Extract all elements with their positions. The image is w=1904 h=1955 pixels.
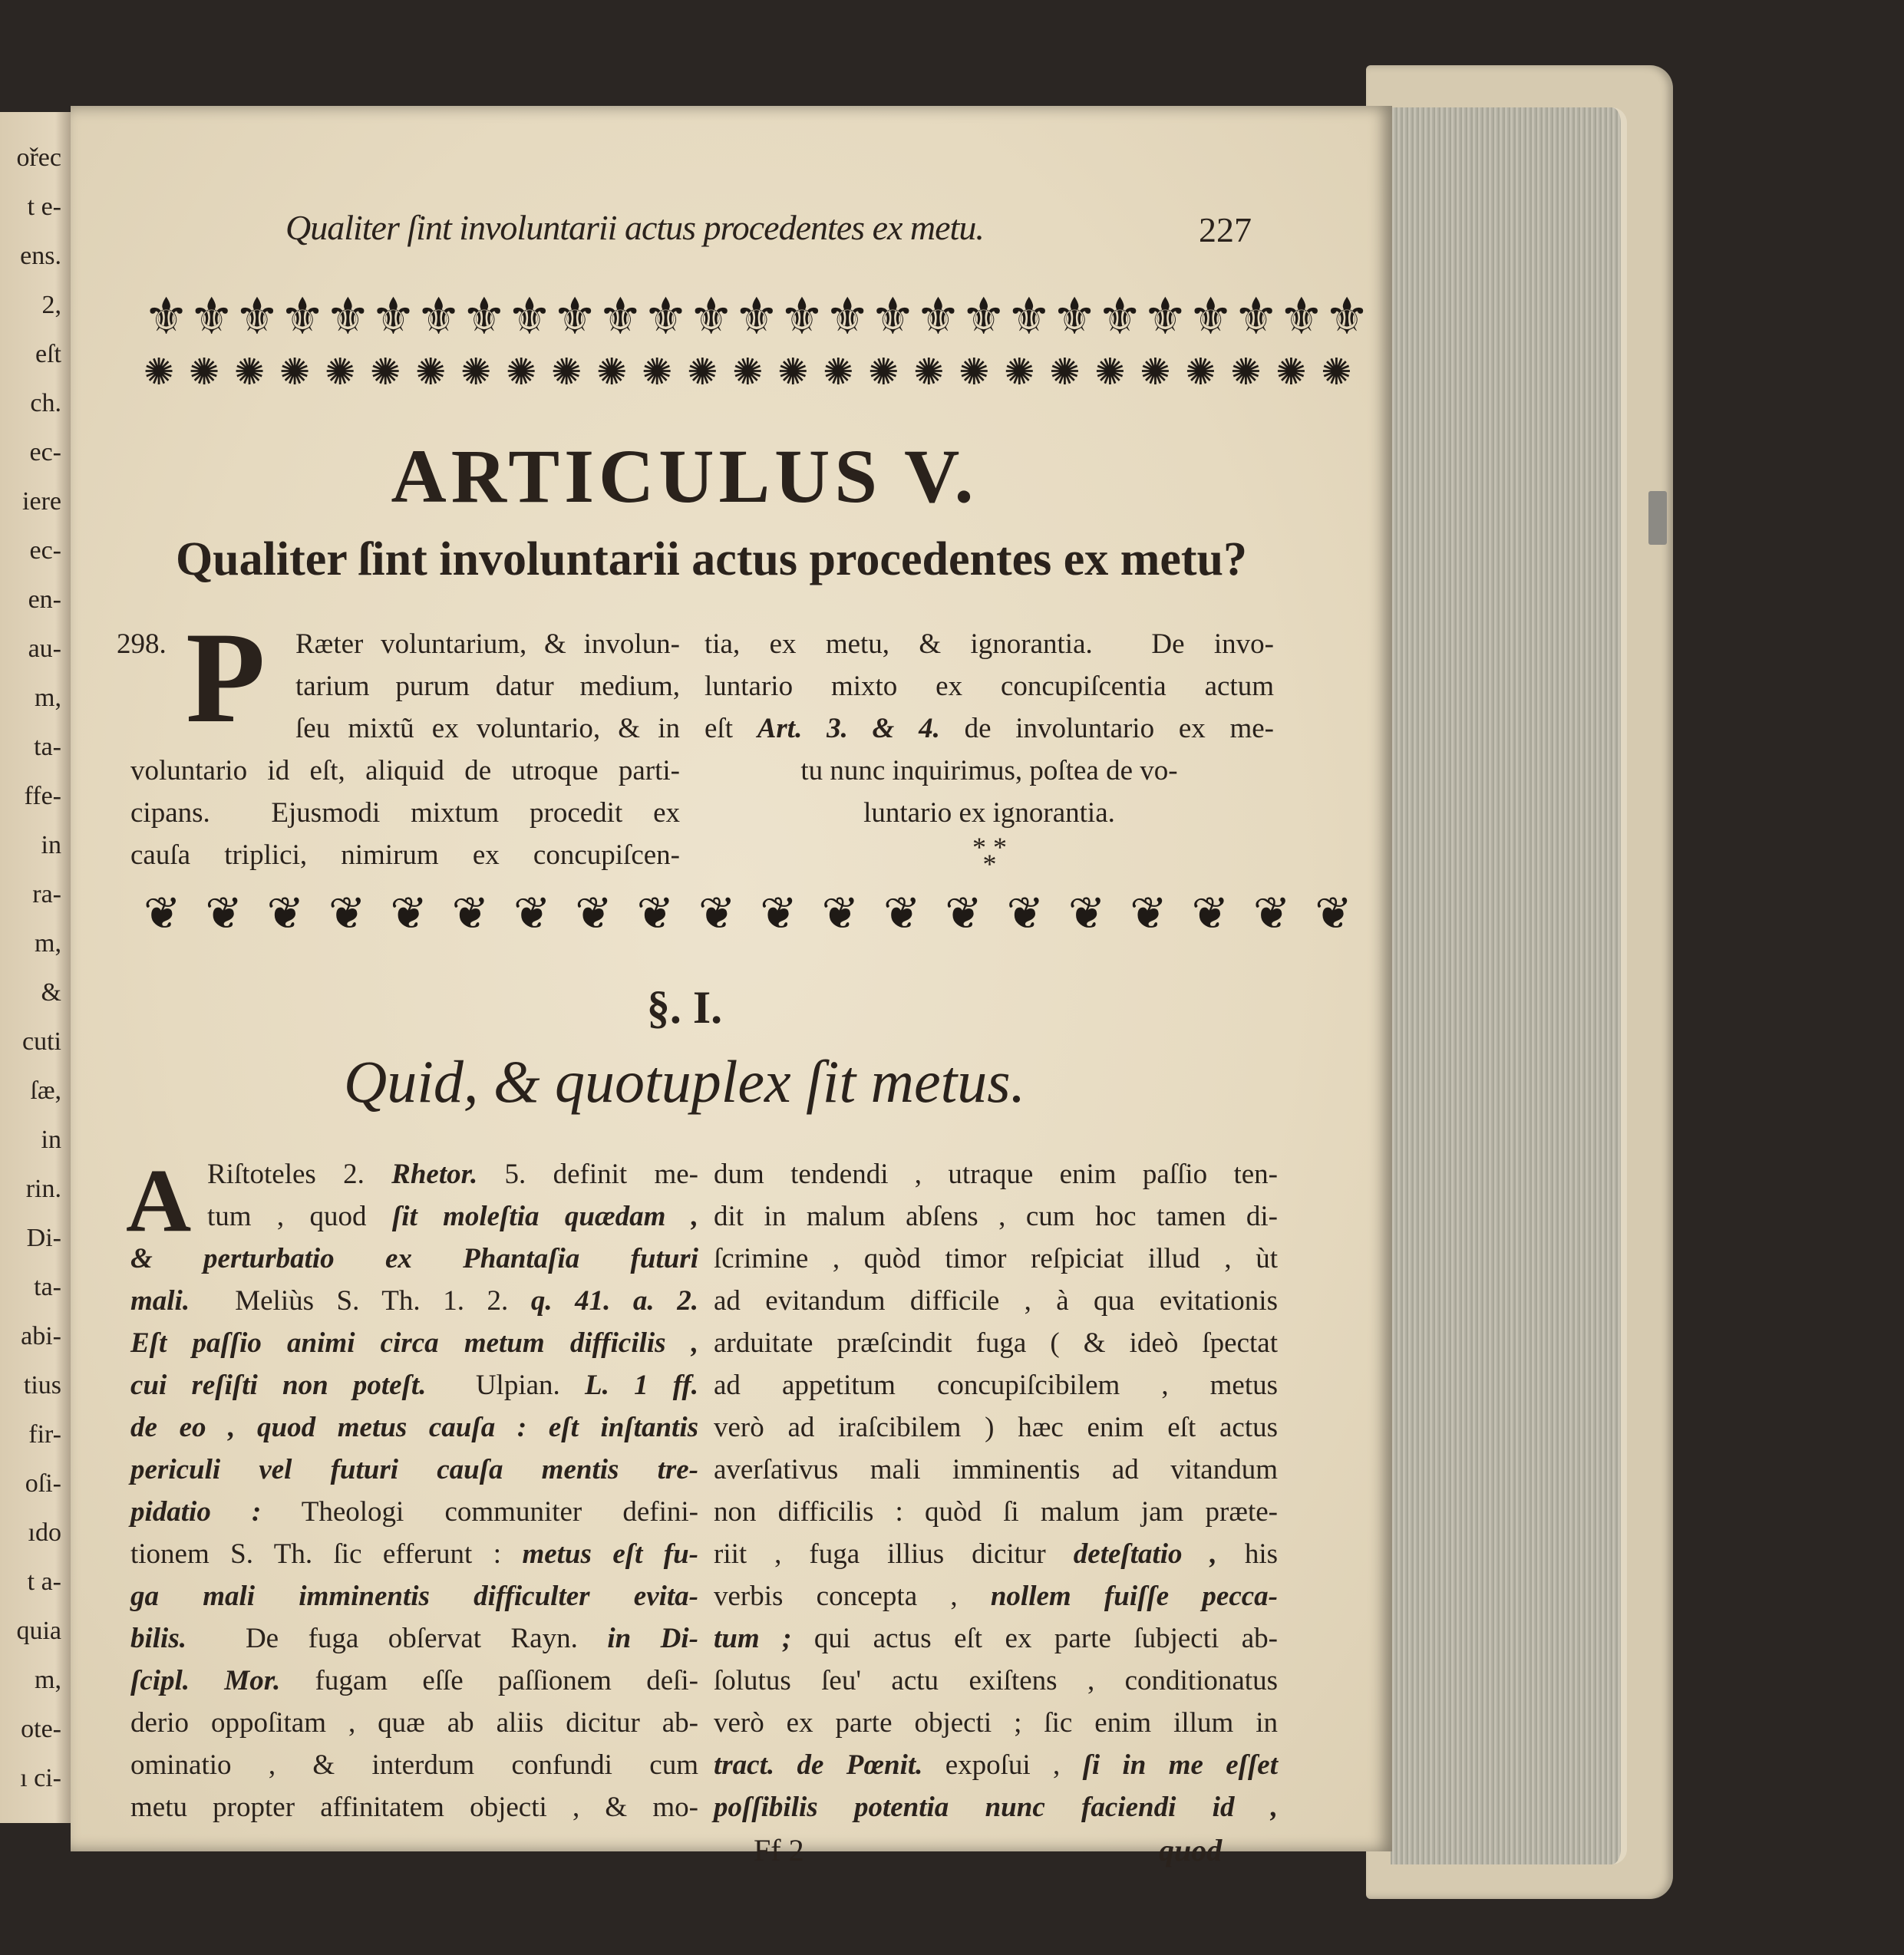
text-line <box>130 1280 698 1322</box>
ornament-icon: ✺ <box>868 351 899 394</box>
text: expoſui , <box>922 1749 1083 1781</box>
ornament-icon: ⚜ <box>144 287 190 346</box>
ornament-icon: ❦ <box>821 887 860 939</box>
text-line <box>714 1491 1278 1533</box>
ornament-band-top <box>144 284 1370 349</box>
text: ſcrimine , quòd timor reſpiciat illud , ùt <box>714 1243 1278 1274</box>
section-title: Quid, & quotuplex ſit metus. <box>343 1048 1026 1115</box>
left-page-text-fragment: tius <box>23 1371 61 1399</box>
ornament-icon: ⚜ <box>870 287 916 346</box>
text: luntario ex ignorantia. <box>863 797 1115 829</box>
left-page-text-fragment: t e- <box>27 193 61 221</box>
italic-text: bilis. <box>130 1623 186 1654</box>
left-page-text-fragment: cuti <box>22 1027 61 1056</box>
italic-text: metus eſt fu- <box>522 1538 698 1570</box>
text: fugam eſſe paſſionem deſi- <box>280 1665 698 1696</box>
left-page-text-fragment: ıdo <box>28 1518 61 1547</box>
ornament-icon: ❦ <box>144 887 181 939</box>
italic-text: ga mali imminentis difficulter evita- <box>130 1581 698 1612</box>
body-right-column <box>714 1153 1278 1828</box>
ornament-icon: ✺ <box>642 351 673 394</box>
left-page-text-fragment: ec- <box>29 438 61 466</box>
ornament-icon: ❦ <box>513 887 551 939</box>
text: his <box>1216 1538 1278 1570</box>
text-line <box>130 1533 698 1575</box>
ornament-icon: ❦ <box>1315 887 1352 939</box>
left-page-text-fragment: rin. <box>25 1175 61 1203</box>
ornament-icon: ✺ <box>144 351 175 394</box>
asterism-text: * * * <box>972 832 1007 879</box>
ornament-icon: ✺ <box>1140 351 1171 394</box>
left-page-text-fragment: en- <box>28 585 61 614</box>
left-page-text-fragment: quia <box>16 1617 61 1645</box>
text-line <box>130 1786 698 1828</box>
italic-text: L. 1 ff. <box>585 1370 699 1401</box>
ornament-icon: ✺ <box>1230 351 1262 394</box>
left-page-text-fragment: m, <box>35 684 61 712</box>
text-line <box>714 1280 1278 1322</box>
intro-right-column <box>705 623 1274 834</box>
ornament-icon: ⚜ <box>961 287 1007 346</box>
italic-text: Rhetor. <box>391 1159 478 1190</box>
text-line <box>130 1617 698 1660</box>
ornament-icon: ⚜ <box>779 287 825 346</box>
left-page-text-fragment: ořec <box>16 143 61 172</box>
left-page-text-fragment: ta- <box>34 1273 61 1301</box>
text-line <box>130 1449 698 1491</box>
text-line <box>714 1195 1278 1238</box>
text-line <box>130 623 680 665</box>
text-line <box>714 1364 1278 1406</box>
text-line <box>130 1491 698 1533</box>
text: verbis concepta , <box>714 1581 991 1612</box>
book-clasp <box>1648 491 1667 545</box>
ornament-icon: ⚜ <box>597 287 643 346</box>
text-line <box>714 1533 1278 1575</box>
ornament-icon: ⚜ <box>642 287 689 346</box>
ornament-icon: ✺ <box>279 351 311 394</box>
left-page-text-fragment: iere <box>22 487 61 516</box>
body-left-column <box>130 1153 698 1828</box>
ornament-icon: ⚜ <box>734 287 780 346</box>
text-line <box>130 792 680 834</box>
text: ad evitandum difficile , à qua evitationis <box>714 1285 1278 1317</box>
page-number: 227 <box>1199 210 1252 249</box>
text-line <box>130 1744 698 1786</box>
text: de involuntario ex me- <box>939 713 1275 744</box>
ornament-icon: ✺ <box>1275 351 1307 394</box>
ornament-icon: ⚜ <box>1187 287 1234 346</box>
left-page-text-fragment: au- <box>28 635 61 663</box>
ornament-icon: ❦ <box>1191 887 1229 939</box>
left-page-text-fragment: & <box>41 978 61 1007</box>
text-line <box>130 1322 698 1364</box>
italic-text: in Di- <box>607 1623 699 1654</box>
ornament-icon: ❦ <box>205 887 243 939</box>
text: ominatio , & interdum confundi cum <box>130 1749 698 1781</box>
left-page-text-fragment: ı ci- <box>20 1764 61 1792</box>
asterism <box>972 832 1007 879</box>
ornament-icon: ❦ <box>1252 887 1291 939</box>
italic-text: nollem fuiſſe pecca- <box>990 1581 1278 1612</box>
ornament-icon: ❦ <box>1006 887 1044 939</box>
text: Riſtoteles 2. <box>207 1159 392 1190</box>
ornament-icon: ⚜ <box>552 287 598 346</box>
ornament-icon: ❦ <box>451 887 490 939</box>
left-page-text-fragment: ta- <box>34 733 61 761</box>
ornament-icon: ✺ <box>1321 351 1352 394</box>
text: ſeu mixtũ ex voluntario, & in <box>295 713 680 744</box>
ornament-icon: ✺ <box>1004 351 1035 394</box>
text: riit , fuga illius dicitur <box>714 1538 1074 1570</box>
ornament-icon: ✺ <box>460 351 492 394</box>
text-line <box>130 1153 698 1195</box>
text-line <box>705 792 1274 834</box>
text-line <box>130 707 680 750</box>
text: tum , quod <box>207 1201 392 1232</box>
text-line <box>130 1195 698 1238</box>
ornament-icon: ✺ <box>189 351 220 394</box>
ornament-icon: ⚜ <box>1097 287 1143 346</box>
running-head: Qualiter ſint involuntarii actus procedentes ex metu. <box>285 208 984 247</box>
left-page-text-fragment: m, <box>35 1666 61 1694</box>
ornament-icon: ✺ <box>370 351 401 394</box>
text: tionem S. Th. ſic efferunt : <box>130 1538 523 1570</box>
ornament-icon: ⚜ <box>1142 287 1188 346</box>
italic-text: cui reſiſti non poteſt. <box>130 1370 427 1401</box>
ornament-icon: ✺ <box>596 351 628 394</box>
text: tarium purum datur medium, <box>295 671 680 702</box>
left-page-text-fragment: abi- <box>21 1322 61 1350</box>
text: qui actus eſt ex parte ſubjecti ab- <box>791 1623 1278 1654</box>
text: ſolutus ſeu' actu exiſtens , conditionatus <box>714 1665 1278 1696</box>
ornament-icon: ✺ <box>913 351 945 394</box>
text: verò ad iraſcibilem ) hæc enim eſt actus <box>714 1412 1278 1443</box>
article-title: ARTICULUS V. <box>391 434 978 519</box>
italic-text: q. 41. a. 2. <box>530 1285 698 1317</box>
text: cipans. Ejusmodi mixtum procedit ex <box>130 797 680 829</box>
left-page-text-fragment: ec- <box>29 536 61 565</box>
ornament-icon: ❦ <box>328 887 366 939</box>
italic-text: ſcipl. Mor. <box>130 1665 281 1696</box>
ornament-icon: ✺ <box>1049 351 1081 394</box>
ornament-icon: ✺ <box>823 351 854 394</box>
left-page-text-fragment: fir- <box>28 1420 61 1449</box>
text-line <box>130 750 680 792</box>
ornament-icon: ✺ <box>551 351 582 394</box>
left-page-text-fragment: ens. <box>20 242 61 270</box>
text: Ræter voluntarium, & involun- <box>295 628 680 660</box>
italic-text: mali. <box>130 1285 190 1317</box>
text: voluntario id eſt, aliquid de utroque parti- <box>130 755 680 786</box>
text-line <box>705 750 1274 792</box>
text: tia, ex metu, & ignorantia. De invo- <box>705 628 1274 660</box>
left-page-text-fragment: ra- <box>32 880 61 908</box>
text-line <box>714 1702 1278 1744</box>
ornament-icon: ❦ <box>1067 887 1106 939</box>
book-page <box>71 106 1392 1868</box>
text: cauſa triplici, nimirum ex concupiſcen- <box>130 839 680 871</box>
catchword: quod <box>1159 1833 1223 1868</box>
left-page-text-fragment: Di- <box>26 1224 61 1252</box>
page-fore-edge <box>1391 107 1627 1864</box>
ornament-icon: ⚜ <box>1279 287 1325 346</box>
ornament-icon: ✺ <box>732 351 764 394</box>
italic-text: deteſtatio , <box>1073 1538 1217 1570</box>
text: dit in malum abſens , cum hoc tamen di- <box>714 1201 1278 1232</box>
italic-text: tract. de Pœnit. <box>714 1749 923 1781</box>
ornament-icon: ✺ <box>1094 351 1126 394</box>
text: 5. definit me- <box>477 1159 698 1190</box>
left-page-text-fragment: oſi- <box>25 1469 61 1498</box>
ornament-icon: ⚜ <box>688 287 734 346</box>
paragraph-number: 298. <box>117 628 167 660</box>
text: De fuga obſervat Rayn. <box>186 1623 608 1654</box>
text: arduitate præſcindit fuga ( & ideò ſpectat <box>714 1327 1278 1359</box>
text-line <box>714 1449 1278 1491</box>
ornament-icon: ⚜ <box>325 287 371 346</box>
ornament-icon: ⚜ <box>824 287 870 346</box>
ornament-icon: ❦ <box>266 887 305 939</box>
ornament-icon: ⚜ <box>461 287 507 346</box>
text-line <box>130 1702 698 1744</box>
ornament-icon: ❦ <box>760 887 797 939</box>
ornament-icon: ⚜ <box>1006 287 1052 346</box>
text: verò ex parte objecti ; ſic enim illum in <box>714 1707 1278 1739</box>
ornament-icon: ⚜ <box>189 287 235 346</box>
ornament-icon: ⚜ <box>234 287 280 346</box>
ornament-icon: ❦ <box>575 887 612 939</box>
text-line <box>714 1617 1278 1660</box>
text: dum tendendi , utraque enim paſſio ten- <box>714 1159 1278 1190</box>
italic-text: Eſt paſſio animi circa metum difficilis , <box>130 1327 698 1359</box>
italic-text: ſit moleſtia quædam , <box>391 1201 699 1232</box>
ornament-icon: ⚜ <box>279 287 325 346</box>
italic-text: de eo , quod metus cauſa : eſt inſtantis <box>130 1412 698 1443</box>
text-line <box>714 1660 1278 1702</box>
left-page-text-fragment: ote- <box>21 1715 61 1743</box>
ornament-icon: ⚜ <box>507 287 553 346</box>
ornament-icon: ❦ <box>636 887 675 939</box>
ornament-icon: ❦ <box>698 887 736 939</box>
text-line <box>714 1786 1278 1828</box>
left-page-text-fragment: t a- <box>27 1568 61 1596</box>
italic-text: & perturbatio ex Phantaſia futuri <box>130 1243 698 1274</box>
text-line <box>714 1322 1278 1364</box>
section-mark: §. I. <box>646 982 723 1033</box>
ornament-icon: ✺ <box>1185 351 1216 394</box>
ornament-icon: ✺ <box>234 351 266 394</box>
drop-cap: A <box>126 1150 192 1251</box>
ornament-icon: ✺ <box>777 351 809 394</box>
text: Meliùs S. Th. 1. 2. <box>190 1285 531 1317</box>
left-page-text-fragment: ſæ, <box>30 1076 61 1105</box>
ornament-icon: ⚜ <box>416 287 462 346</box>
text-line <box>714 1575 1278 1617</box>
ornament-icon: ❦ <box>390 887 427 939</box>
text: eſt <box>705 713 757 744</box>
ornament-icon: ❦ <box>1130 887 1167 939</box>
text: luntario mixto ex concupiſcentia actum <box>705 671 1274 702</box>
ornament-icon: ❦ <box>883 887 921 939</box>
text-line <box>714 1406 1278 1449</box>
text-line <box>714 1744 1278 1786</box>
text-line <box>130 1238 698 1280</box>
text-line <box>705 623 1274 665</box>
text: tu nunc inquirimus, poſtea de vo- <box>800 755 1178 786</box>
text-line <box>130 1660 698 1702</box>
ornament-icon: ❦ <box>945 887 982 939</box>
ornament-icon: ✺ <box>959 351 990 394</box>
text-line <box>705 707 1274 750</box>
text: Theologi communiter defini- <box>261 1496 698 1528</box>
left-page-text-fragment: ffe- <box>24 782 61 810</box>
ornament-icon: ⚜ <box>1233 287 1279 346</box>
text-line <box>130 665 680 707</box>
text: derio oppoſitam , quæ ab aliis dicitur ab- <box>130 1707 698 1739</box>
ornament-icon: ✺ <box>325 351 356 394</box>
text-line <box>130 1406 698 1449</box>
text-line <box>714 1153 1278 1195</box>
ornament-band-rosettes <box>144 350 1352 394</box>
italic-text: tum ; <box>714 1623 792 1654</box>
ornament-icon: ✺ <box>506 351 537 394</box>
text: averſativus mali imminentis ad vitandum <box>714 1454 1278 1485</box>
text-line <box>130 834 680 876</box>
left-page-text-fragment: 2, <box>41 291 61 319</box>
intro-left-column <box>130 623 680 876</box>
text-line <box>714 1238 1278 1280</box>
drop-cap: P <box>186 605 266 750</box>
ornament-icon: ⚜ <box>915 287 962 346</box>
article-subtitle: Qualiter ſint involuntarii actus procedentes ex metu? <box>175 533 1248 585</box>
italic-text: poſſibilis potentia nunc faciendi id , <box>714 1792 1278 1823</box>
text: Ulpian. <box>426 1370 586 1401</box>
ornament-icon: ⚜ <box>370 287 417 346</box>
text: non difficilis : quòd ſi malum jam præte- <box>714 1496 1278 1528</box>
text-line <box>705 665 1274 707</box>
text-line <box>130 1575 698 1617</box>
text: metu propter affinitatem objecti , & mo- <box>130 1792 698 1823</box>
left-page-text-fragment: in <box>41 831 61 859</box>
ornament-icon: ⚜ <box>1324 287 1370 346</box>
italic-text: pidatio : <box>130 1496 262 1528</box>
text: ad appetitum concupiſcibilem , metus <box>714 1370 1278 1401</box>
italic-text: ſi in me eſſet <box>1082 1749 1278 1781</box>
italic-text: periculi vel futuri cauſa mentis tre- <box>130 1454 698 1485</box>
ornament-icon: ⚜ <box>1051 287 1097 346</box>
ornament-icon: ✺ <box>415 351 447 394</box>
signature-mark: Ff 2 <box>754 1833 804 1868</box>
left-page-text-fragment: in <box>41 1126 61 1154</box>
left-page-text-fragment: ch. <box>30 389 61 417</box>
ornament-band-middle <box>144 885 1352 942</box>
ornament-icon: ✺ <box>687 351 718 394</box>
italic-text: Art. 3. & 4. <box>757 713 940 744</box>
text-line <box>130 1364 698 1406</box>
left-page-text-fragment: m, <box>35 929 61 958</box>
left-page-text-fragment: eſt <box>35 340 61 368</box>
